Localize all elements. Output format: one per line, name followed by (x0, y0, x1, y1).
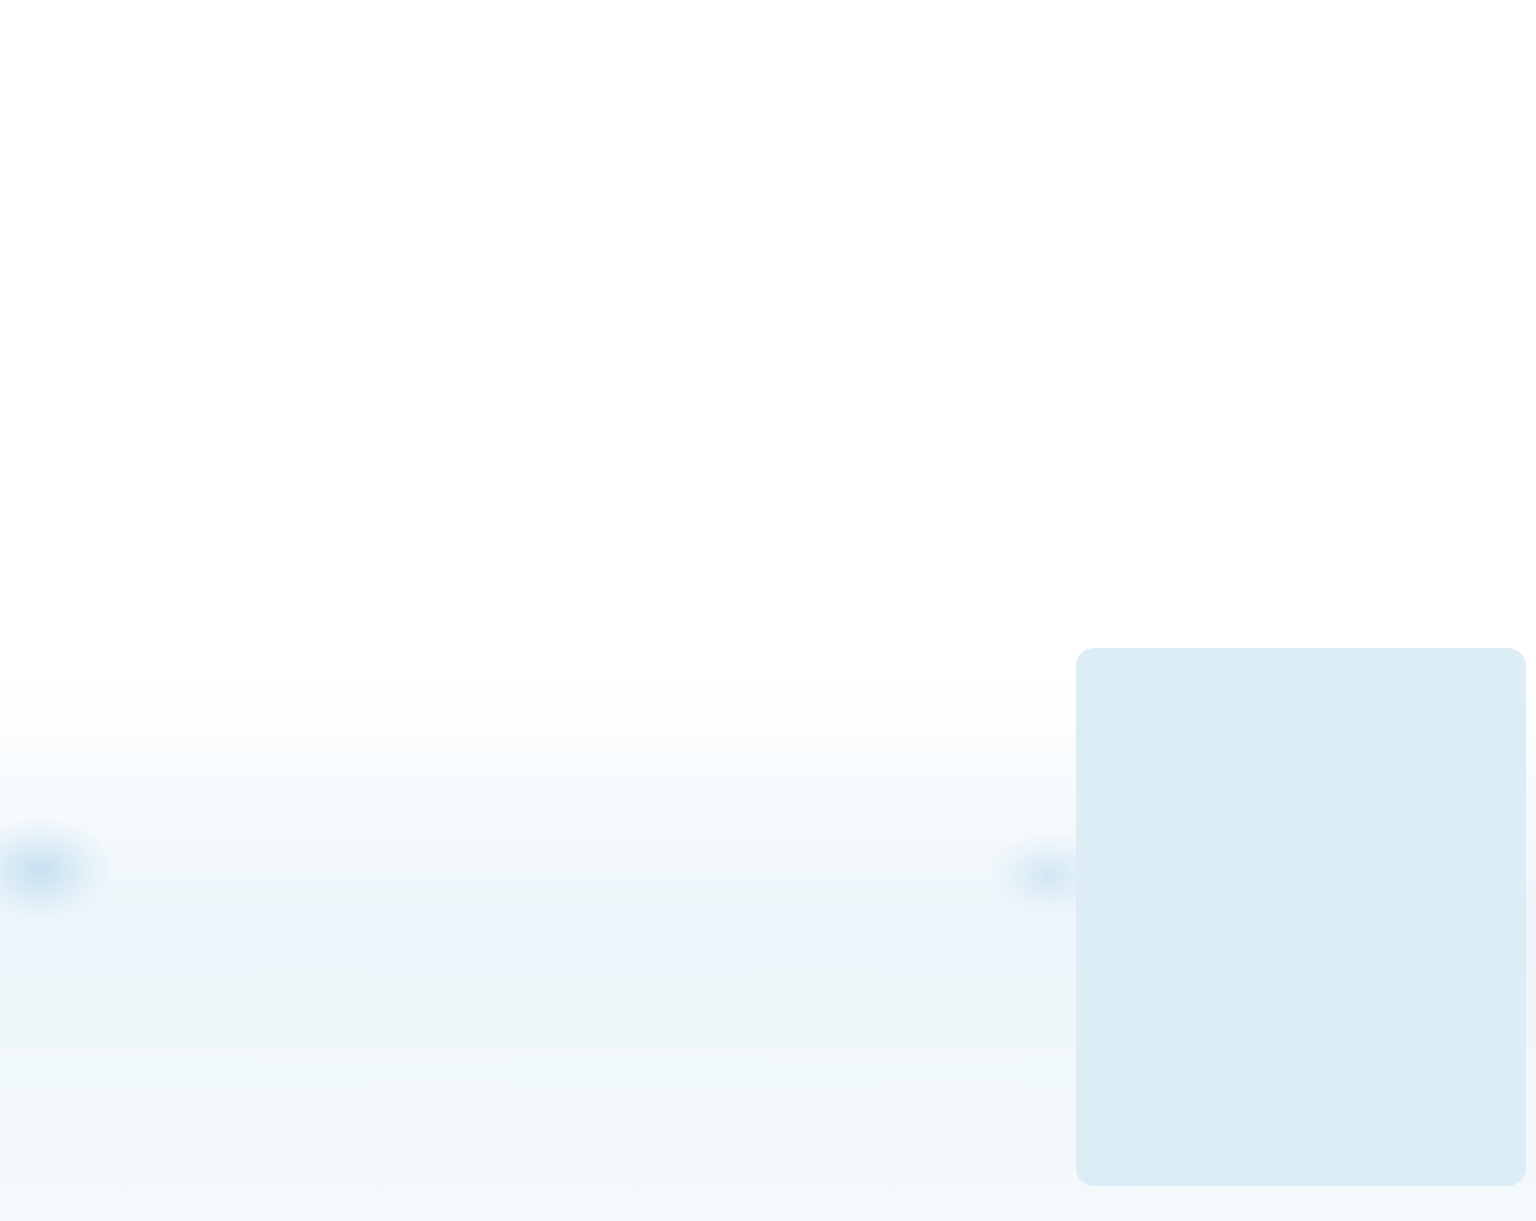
definitions-panel (1076, 648, 1526, 1186)
water-splash-decoration-left (0, 820, 110, 920)
